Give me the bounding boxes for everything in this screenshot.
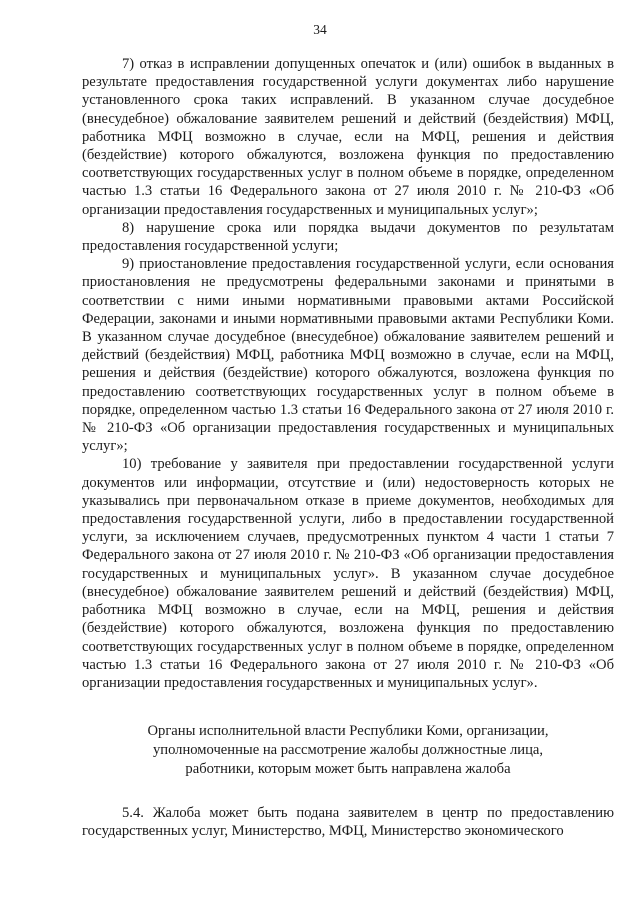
heading-line-1: Органы исполнительной власти Республики Коми, организации, (147, 723, 549, 740)
paragraph-item-9: 9) приостановление предоставления государственной услуги, если основания приостановления не предусмотрены федеральными законами и принятыми в соответствии с ними иными нормативными правовыми актами Российской Федерации, законами и иными нормативными правовыми актами Республики Коми. В указанном случае досудебное (внесудебное) обжалование заявителем решений и действий (бездействия) МФЦ, работника МФЦ возможно в случае, если на МФЦ, решения и действия (бездействие) которого обжалуются, возложена функция по предоставлению соответствующих государственных услуг в полном объеме в порядке, определенном частью 1.3 статьи 16 Федерального закона от 27 июля 2010 г. № 210-ФЗ «Об организации предоставления государственных и муниципальных услуг»; (82, 256, 614, 455)
paragraph-item-8: 8) нарушение срока или порядка выдачи документов по результатам предоставления государственной услуги; (82, 219, 614, 255)
document-body (82, 55, 614, 841)
paragraph-item-7: 7) отказ в исправлении допущенных опечаток и (или) ошибок в выданных в результате предоставления государственной услуги документах либо нарушение установленного срока таких исправлений. В указанном случае досудебное (внесудебное) обжалование заявителем решений и действий (бездействия) МФЦ, работника МФЦ возможно в случае, если на МФЦ, решения и действия (бездействие) которого обжалуются, возложена функция по предоставлению соответствующих государственных услуг в полном объеме в порядке, определенном частью 1.3 статьи 16 Федерального закона от 27 июля 2010 г. № 210-ФЗ «Об организации предоставления государственных и муниципальных услуг»; (82, 56, 614, 218)
heading-line-3: работники, которым может быть направлена жалоба (185, 761, 511, 778)
paragraph-item-10: 10) требование у заявителя при предоставлении государственной услуги документов или информации, отсутствие и (или) недостоверность которых не указывались при первоначальном отказе в приеме документов, необходимых для предоставления государственной услуги, либо в предоставлении государственной услуги, за исключением случаев, предусмотренных пунктом 4 части 1 статьи 7 Федерального закона от 27 июля 2010 г. № 210-ФЗ «Об организации предоставления государственных и муниципальных услуг». В указанном случае досудебное (внесудебное) обжалование заявителем решений и действий (бездействия) МФЦ, работника МФЦ возможно в случае, если на МФЦ, решения и действия (бездействие) которого обжалуются, возложена функция по предоставлению соответствующих государственных услуг в полном объеме в порядке, определенном частью 1.3 статьи 16 Федерального закона от 27 июля 2010 г. № 210-ФЗ «Об организации предоставления государственных и муниципальных услуг». (82, 456, 614, 691)
section-heading (82, 722, 614, 779)
paragraph-5-4: 5.4. Жалоба может быть подана заявителем в центр по предоставлению государственных услуг, Министерство, МФЦ, Министерство экономического (82, 805, 614, 840)
page-number: 34 (313, 22, 327, 37)
heading-line-2: уполномоченные на рассмотрение жалобы должностные лица, (152, 742, 544, 759)
